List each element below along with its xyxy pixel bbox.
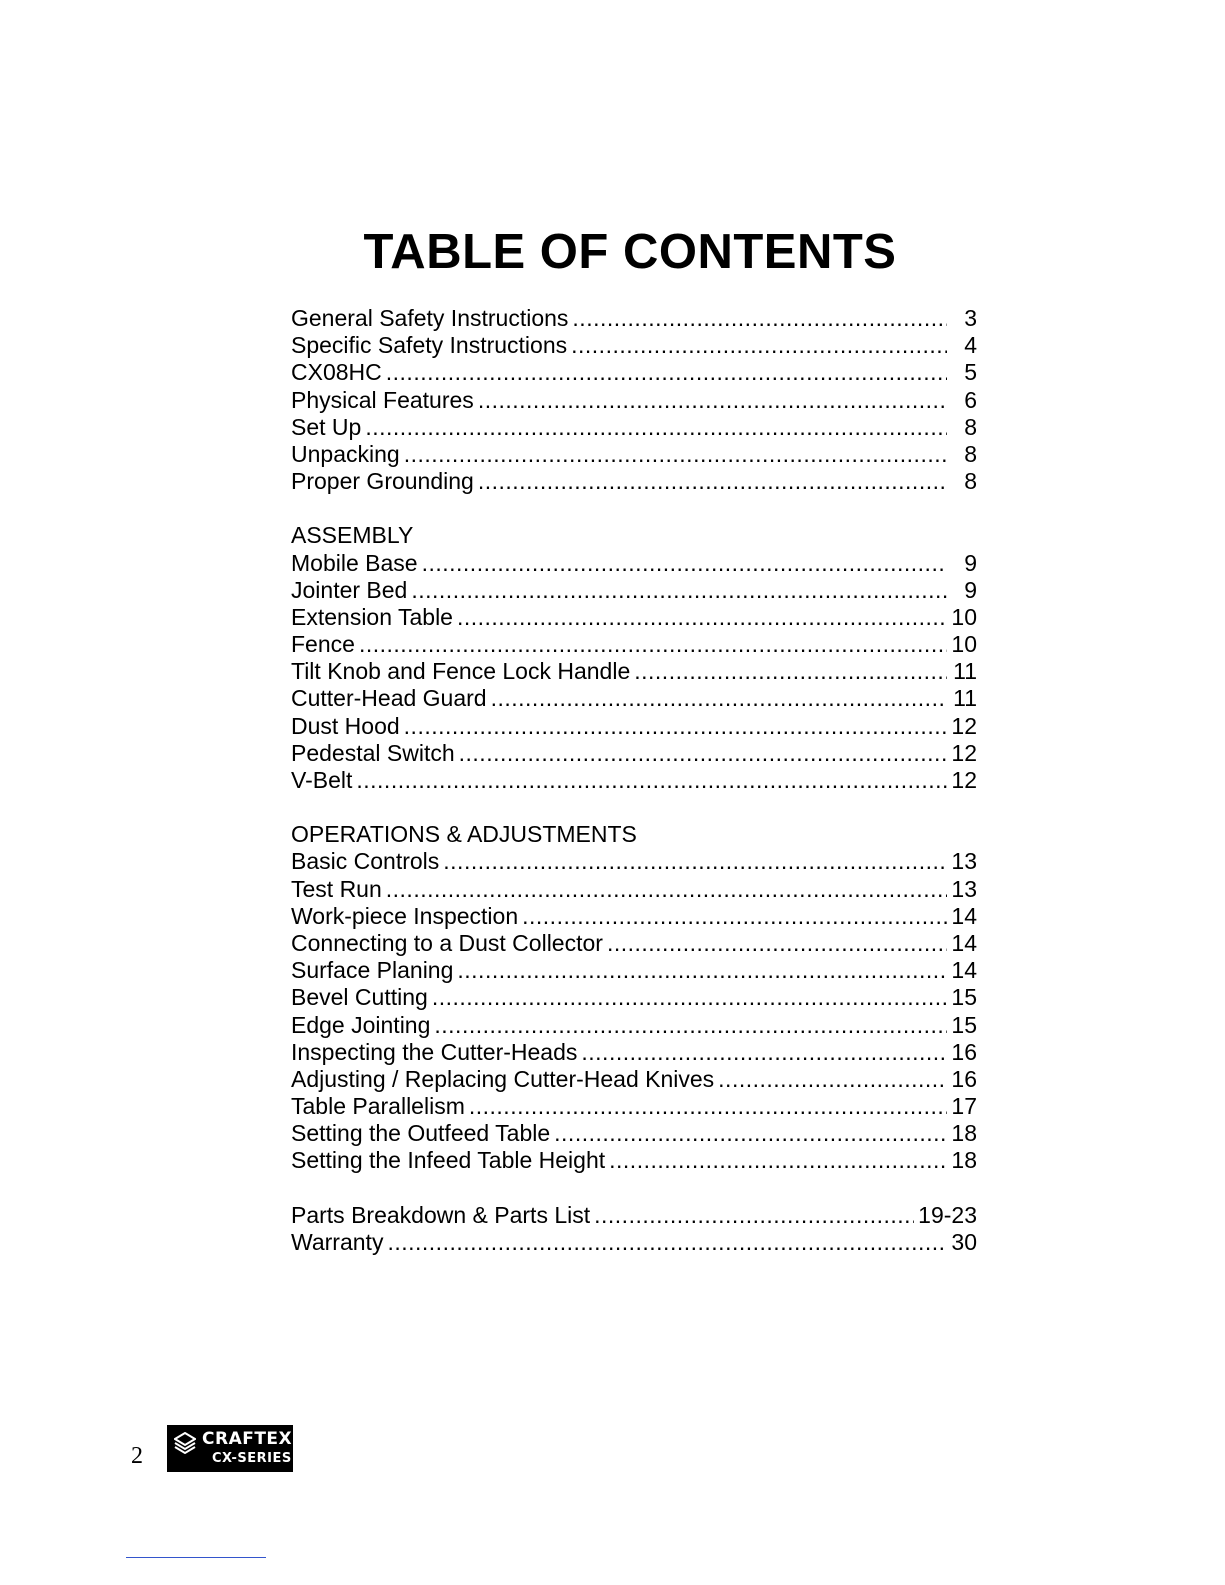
- toc-entry-label: Cutter-Head Guard: [291, 685, 487, 712]
- toc-entry-page: 17: [951, 1093, 977, 1120]
- toc-entry-label: General Safety Instructions: [291, 305, 569, 331]
- toc-entry[interactable]: [291, 685, 977, 712]
- toc-entry-label: Jointer Bed: [291, 576, 408, 603]
- toc-entry-label: Setting the Outfeed Table: [291, 1120, 551, 1147]
- toc-entry-page: 9: [964, 576, 977, 603]
- dot-leader: [432, 984, 947, 1011]
- toc-entry-page: 16: [951, 1038, 977, 1065]
- toc-entry-page: 3: [964, 305, 977, 331]
- toc-entry-page: 13: [951, 875, 977, 902]
- toc-entry-label: Table Parallelism: [291, 1093, 465, 1120]
- toc-entry[interactable]: [291, 876, 977, 903]
- toc-entry[interactable]: [291, 984, 977, 1011]
- dot-leader: [459, 740, 947, 767]
- dot-leader: [554, 1120, 947, 1147]
- dot-leader: [478, 387, 947, 414]
- toc-entry-page: 8: [964, 440, 977, 467]
- toc-entry[interactable]: [291, 441, 977, 468]
- toc-entry-page: 12: [951, 767, 977, 793]
- section-spacer: [291, 495, 977, 522]
- dot-leader: [718, 1066, 947, 1093]
- toc-entry-page: 10: [951, 603, 977, 630]
- toc-entry[interactable]: [291, 1229, 977, 1256]
- toc-entry-label: Test Run: [291, 875, 382, 902]
- dot-leader: [469, 1093, 947, 1120]
- toc-section-parts: [291, 1202, 977, 1256]
- toc-entry-page: 15: [951, 984, 977, 1011]
- dot-leader: [404, 713, 947, 740]
- dot-leader: [365, 414, 947, 441]
- toc-entry-page: 12: [951, 739, 977, 766]
- toc-entry-page: 11: [953, 685, 977, 712]
- dot-leader: [607, 930, 947, 957]
- footer-rule: [126, 1557, 266, 1558]
- dot-leader: [359, 631, 947, 658]
- toc-entry[interactable]: [291, 658, 977, 685]
- toc-entry[interactable]: [291, 359, 977, 386]
- toc-entry-label: Parts Breakdown & Parts List: [291, 1201, 591, 1228]
- craftex-emblem-icon: [174, 1432, 196, 1454]
- toc-entry[interactable]: [291, 305, 977, 332]
- dot-leader: [356, 767, 947, 794]
- toc-entry-page: 4: [964, 332, 977, 359]
- dot-leader: [572, 305, 947, 332]
- dot-leader: [411, 577, 947, 604]
- toc-entry[interactable]: [291, 387, 977, 414]
- toc-entry-page: 10: [951, 631, 977, 658]
- toc-entry-label: CX08HC: [291, 359, 382, 386]
- toc-entry-label: Edge Jointing: [291, 1011, 431, 1038]
- toc-section-operations: [291, 821, 977, 1174]
- toc-entry[interactable]: [291, 577, 977, 604]
- toc-section-general: [291, 305, 977, 495]
- toc-entry-page: 13: [951, 848, 977, 875]
- toc-entry[interactable]: [291, 631, 977, 658]
- toc-entry-label: Specific Safety Instructions: [291, 332, 568, 359]
- toc-entry-label: Setting the Infeed Table Height: [291, 1147, 606, 1174]
- toc-entry[interactable]: [291, 848, 977, 875]
- logo-brand: CRAFTEX: [202, 1429, 293, 1449]
- toc-entry-label: Bevel Cutting: [291, 984, 428, 1011]
- toc-entry-label: Basic Controls: [291, 848, 440, 875]
- dot-leader: [457, 957, 947, 984]
- table-of-contents: [291, 305, 977, 1256]
- logo-series: CX-SERIES: [212, 1451, 292, 1466]
- toc-entry-page: 14: [951, 902, 977, 929]
- toc-entry[interactable]: [291, 550, 977, 577]
- dot-leader: [434, 1012, 947, 1039]
- toc-entry[interactable]: [291, 604, 977, 631]
- toc-entry-label: Set Up: [291, 413, 362, 440]
- dot-leader: [522, 903, 947, 930]
- toc-entry-label: Pedestal Switch: [291, 739, 455, 766]
- toc-entry-page: 18: [951, 1120, 977, 1147]
- toc-entry-label: Inspecting the Cutter-Heads: [291, 1038, 578, 1065]
- toc-entry-page: 30: [951, 1228, 977, 1255]
- dot-leader: [387, 1229, 947, 1256]
- dot-leader: [386, 876, 947, 903]
- toc-entry[interactable]: [291, 957, 977, 984]
- toc-entry-page: 5: [964, 359, 977, 386]
- toc-entry[interactable]: [291, 332, 977, 359]
- toc-entry-label: Fence: [291, 631, 355, 658]
- toc-entry-page: 14: [951, 957, 977, 984]
- dot-leader: [571, 332, 947, 359]
- toc-entry-page: 6: [964, 386, 977, 413]
- dot-leader: [404, 441, 947, 468]
- toc-entry-label: Surface Planing: [291, 957, 454, 984]
- toc-entry-label: Tilt Knob and Fence Lock Handle: [291, 658, 631, 685]
- toc-entry-page: 19-23: [918, 1201, 977, 1228]
- toc-entry[interactable]: [291, 1120, 977, 1147]
- dot-leader: [443, 848, 947, 875]
- toc-entry-label: Work-piece Inspection: [291, 902, 519, 929]
- toc-entry[interactable]: [291, 930, 977, 957]
- toc-entry-page: 15: [951, 1011, 977, 1038]
- toc-entry-label: Extension Table: [291, 603, 453, 630]
- toc-entry-page: 18: [951, 1147, 977, 1174]
- toc-entry-page: 16: [951, 1065, 977, 1092]
- toc-entry-label: Proper Grounding: [291, 468, 474, 495]
- toc-entry-page: 9: [964, 549, 977, 576]
- toc-entry[interactable]: [291, 1039, 977, 1066]
- section-spacer: [291, 1175, 977, 1202]
- toc-entry-page: 14: [951, 929, 977, 956]
- toc-entry[interactable]: [291, 1202, 977, 1229]
- dot-leader: [609, 1147, 947, 1174]
- page-title: TABLE OF CONTENTS: [363, 225, 897, 279]
- toc-section-assembly: [291, 522, 977, 794]
- toc-entry[interactable]: [291, 767, 977, 794]
- toc-entry-page: 12: [951, 712, 977, 739]
- dot-leader: [581, 1039, 947, 1066]
- dot-leader: [491, 685, 947, 712]
- toc-entry-label: Physical Features: [291, 386, 474, 413]
- toc-entry[interactable]: [291, 713, 977, 740]
- dot-leader: [386, 359, 947, 386]
- toc-entry-label: Warranty: [291, 1228, 384, 1255]
- toc-entry[interactable]: [291, 1147, 977, 1174]
- dot-leader: [594, 1202, 914, 1229]
- toc-entry[interactable]: [291, 1066, 977, 1093]
- toc-entry[interactable]: [291, 740, 977, 767]
- toc-entry-label: Adjusting / Replacing Cutter-Head Knives: [291, 1065, 715, 1092]
- dot-leader: [457, 604, 947, 631]
- toc-entry[interactable]: [291, 414, 977, 441]
- toc-entry-label: Dust Hood: [291, 712, 400, 739]
- dot-leader: [422, 550, 947, 577]
- toc-entry[interactable]: [291, 903, 977, 930]
- toc-entry-page: 8: [964, 468, 977, 495]
- toc-entry[interactable]: [291, 1093, 977, 1120]
- dot-leader: [634, 658, 947, 685]
- toc-entry-page: 8: [964, 413, 977, 440]
- toc-entry[interactable]: [291, 468, 977, 495]
- page-number: 2: [131, 1443, 143, 1469]
- section-spacer: [291, 794, 977, 821]
- toc-entry[interactable]: [291, 1012, 977, 1039]
- toc-entry-label: V-Belt: [291, 767, 353, 793]
- section-heading: ASSEMBLY: [291, 522, 414, 549]
- section-heading: OPERATIONS & ADJUSTMENTS: [291, 821, 637, 848]
- craftex-logo: [167, 1425, 293, 1472]
- toc-entry-label: Mobile Base: [291, 549, 418, 576]
- dot-leader: [478, 468, 947, 495]
- toc-entry-label: Connecting to a Dust Collector: [291, 929, 603, 956]
- toc-entry-label: Unpacking: [291, 440, 400, 467]
- toc-entry-page: 11: [953, 658, 977, 685]
